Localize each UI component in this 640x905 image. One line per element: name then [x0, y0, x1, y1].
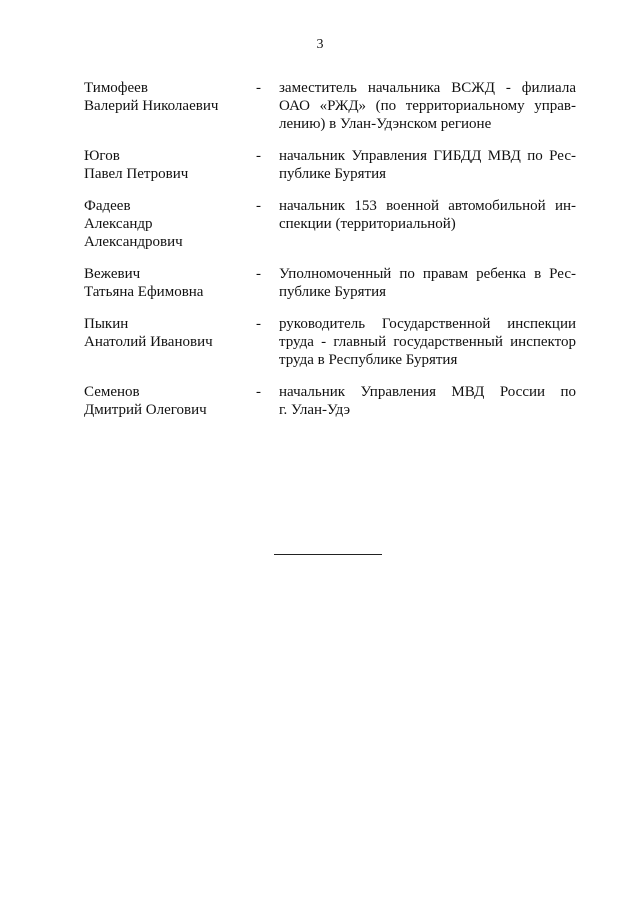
member-surname: Югов	[84, 148, 120, 164]
member-position	[279, 147, 576, 183]
position-line: публике Бурятия	[279, 284, 387, 300]
position-line: публике Бурятия	[279, 166, 387, 182]
member-dash: -	[256, 266, 261, 282]
member-surname: Тимофеев	[84, 80, 148, 96]
member-dash: -	[256, 198, 261, 214]
position-line: труда - главный государственный инспектор	[279, 334, 576, 350]
member-name	[84, 147, 256, 183]
page-number: 3	[316, 37, 324, 52]
member-dash: -	[256, 148, 261, 164]
position-line: ОАО «РЖД» (по территориальному управ-	[279, 98, 576, 114]
member-position	[279, 265, 576, 301]
member-name	[84, 197, 256, 251]
member-entry	[84, 383, 576, 419]
member-given-name: Дмитрий Олегович	[84, 402, 207, 418]
position-line: начальник Управления ГИБДД МВД по Рес-	[279, 148, 576, 164]
member-entry	[84, 147, 576, 183]
member-dash: -	[256, 316, 261, 332]
member-surname: Пыкин	[84, 316, 129, 332]
position-line: Уполномоченный по правам ребенка в Рес-	[279, 266, 576, 282]
member-position	[279, 197, 576, 233]
position-line: г. Улан-Удэ	[279, 402, 351, 418]
member-name	[84, 265, 256, 301]
position-line: труда в Республике Бурятия	[279, 352, 458, 368]
member-given-name: Александр	[84, 216, 153, 232]
member-dash: -	[256, 384, 261, 400]
member-position	[279, 383, 576, 419]
member-name	[84, 383, 256, 419]
member-surname: Вежевич	[84, 266, 141, 282]
member-entry	[84, 197, 576, 251]
member-list	[84, 79, 576, 419]
member-given-name: Валерий Николаевич	[84, 98, 219, 114]
member-patronymic: Александрович	[84, 234, 183, 250]
member-given-name: Анатолий Иванович	[84, 334, 213, 350]
member-name	[84, 315, 256, 351]
position-line: начальник Управления МВД России по	[279, 384, 576, 400]
member-position	[279, 315, 576, 369]
member-name	[84, 79, 256, 115]
position-line: спекции (территориальной)	[279, 216, 456, 232]
position-line: лению) в Улан-Удэнском регионе	[279, 116, 492, 132]
end-separator-line	[274, 554, 382, 555]
member-given-name: Павел Петрович	[84, 166, 189, 182]
member-surname: Фадеев	[84, 198, 131, 214]
member-entry	[84, 265, 576, 301]
member-position	[279, 79, 576, 133]
position-line: заместитель начальника ВСЖД - филиала	[279, 80, 576, 96]
member-entry	[84, 79, 576, 133]
position-line: начальник 153 военной автомобильной ин-	[279, 198, 576, 214]
position-line: руководитель Государственной инспекции	[279, 316, 576, 332]
member-given-name: Татьяна Ефимовна	[84, 284, 204, 300]
member-surname: Семенов	[84, 384, 140, 400]
member-entry	[84, 315, 576, 369]
member-dash: -	[256, 80, 261, 96]
